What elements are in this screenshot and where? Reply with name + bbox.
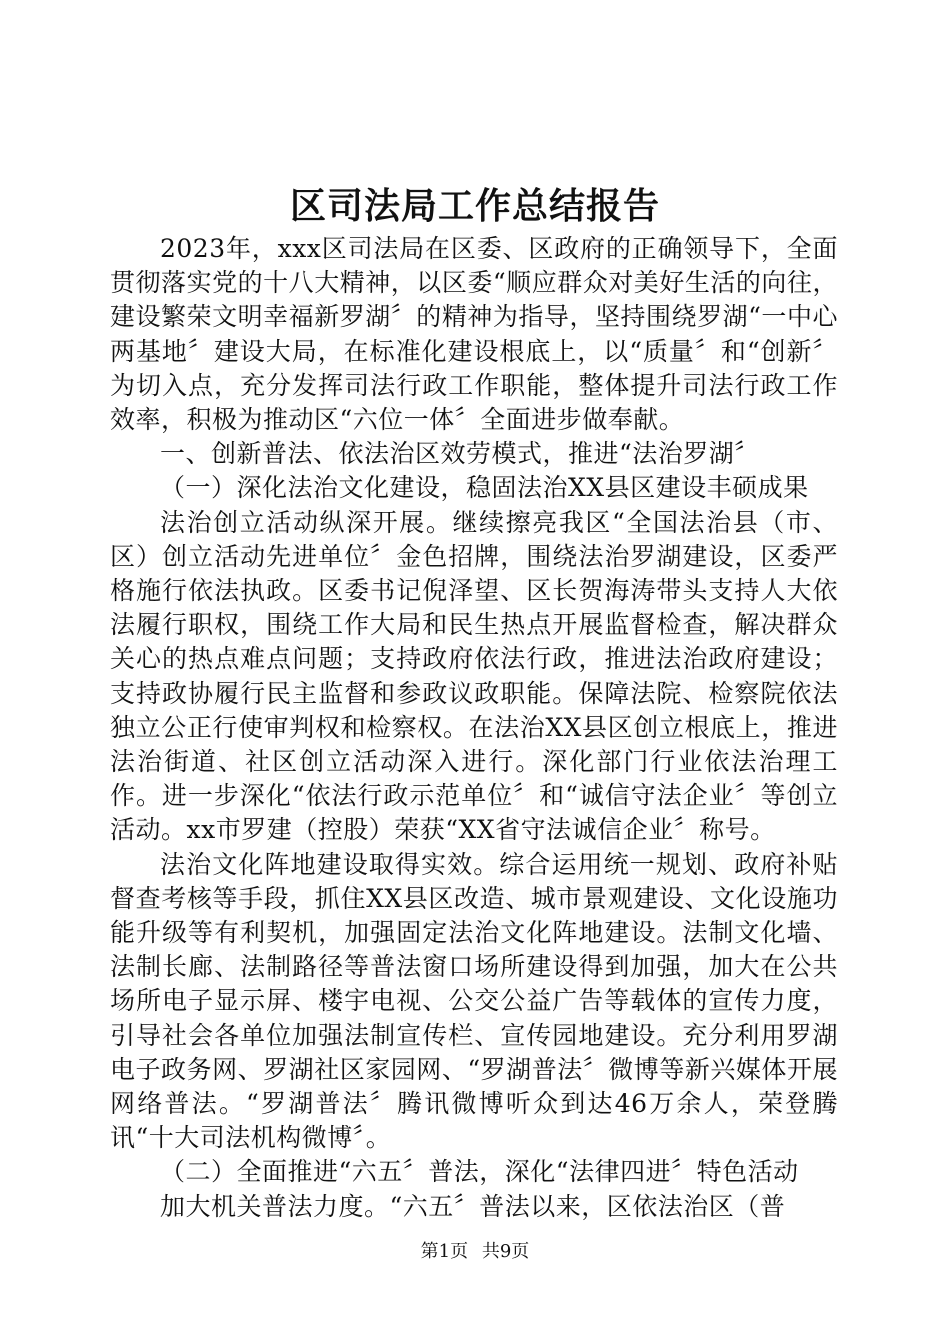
page-number: 第1页 xyxy=(420,1241,469,1262)
paragraph-legal-creation: 法治创立活动纵深开展。继续擦亮我区“全国法治县（市、区）创立活动先进单位〞金色招牌，围绕法治罗湖建设，区委严格施行依法执政。区委书记倪泽望、区长贺海涛带头支持人大依法履行职权，围绕工作大局和民生热点开展监督检查，解决群众关心的热点难点问题；支持政府依法行政，推进法治政府建设；支持政协履行民主监督和参政议政职能。保障法院、检察院依法独立公正行使审判权和检察权。在法治XX县区创立根底上，推进法治街道、社区创立活动深入进行。深化部门行业依法治理工作。进一步深化“依法行政示范单位〞和“诚信守法企业〞等创立活动。xx市罗建（控股）荣获“XX省守法诚信企业〞称号。 xyxy=(110,507,838,845)
document-body xyxy=(110,232,838,1224)
subsection-heading-2: （二）全面推进“六五〞普法，深化“法律四进〞特色活动 xyxy=(160,1157,799,1187)
paragraph-intro: 2023年，xxx区司法局在区委、区政府的正确领导下，全面贯彻落实党的十八大精神，以区委“顺应群众对美好生活的向往，建设繁荣文明幸福新罗湖〞的精神为指导，坚持围绕罗湖“一中心两基地〞建设大局，在标准化建设根底上，以“质量〞和“创新〞为切入点，充分发挥司法行政工作职能，整体提升司法行政工作效率，积极为推动区“六位一体〞全面进步做奉献。 xyxy=(110,234,838,435)
paragraph-culture-positions: 法治文化阵地建设取得实效。综合运用统一规划、政府补贴督查考核等手段，抓住XX县区改造、城市景观建设、文化设施功能升级等有利契机，加强固定法治文化阵地建设。法制文化墙、法制长廊、法制路径等普法窗口场所建设得到加强，加大在公共场所电子显示屏、楼宇电视、公交公益广告等载体的宣传力度，引导社会各单位加强法制宣传栏、宣传园地建设。充分利用罗湖电子政务网、罗湖社区家园网、“罗湖普法〞微博等新兴媒体开展网络普法。“罗湖普法〞腾讯微博听众到达46万余人，荣登腾讯“十大司法机构微博〞。 xyxy=(110,849,838,1153)
section-heading-1: 一、创新普法、依法治区效劳模式，推进“法治罗湖〞 xyxy=(160,439,760,469)
document-title: 区司法局工作总结报告 xyxy=(289,185,660,227)
page-total: 共9页 xyxy=(481,1241,530,1262)
subsection-heading-1: （一）深化法治文化建设，稳固法治XX县区建设丰硕成果 xyxy=(160,473,809,503)
page-footer xyxy=(0,1240,950,1264)
paragraph-agency-education: 加大机关普法力度。“六五〞普法以来，区依法治区（普 xyxy=(160,1191,786,1221)
